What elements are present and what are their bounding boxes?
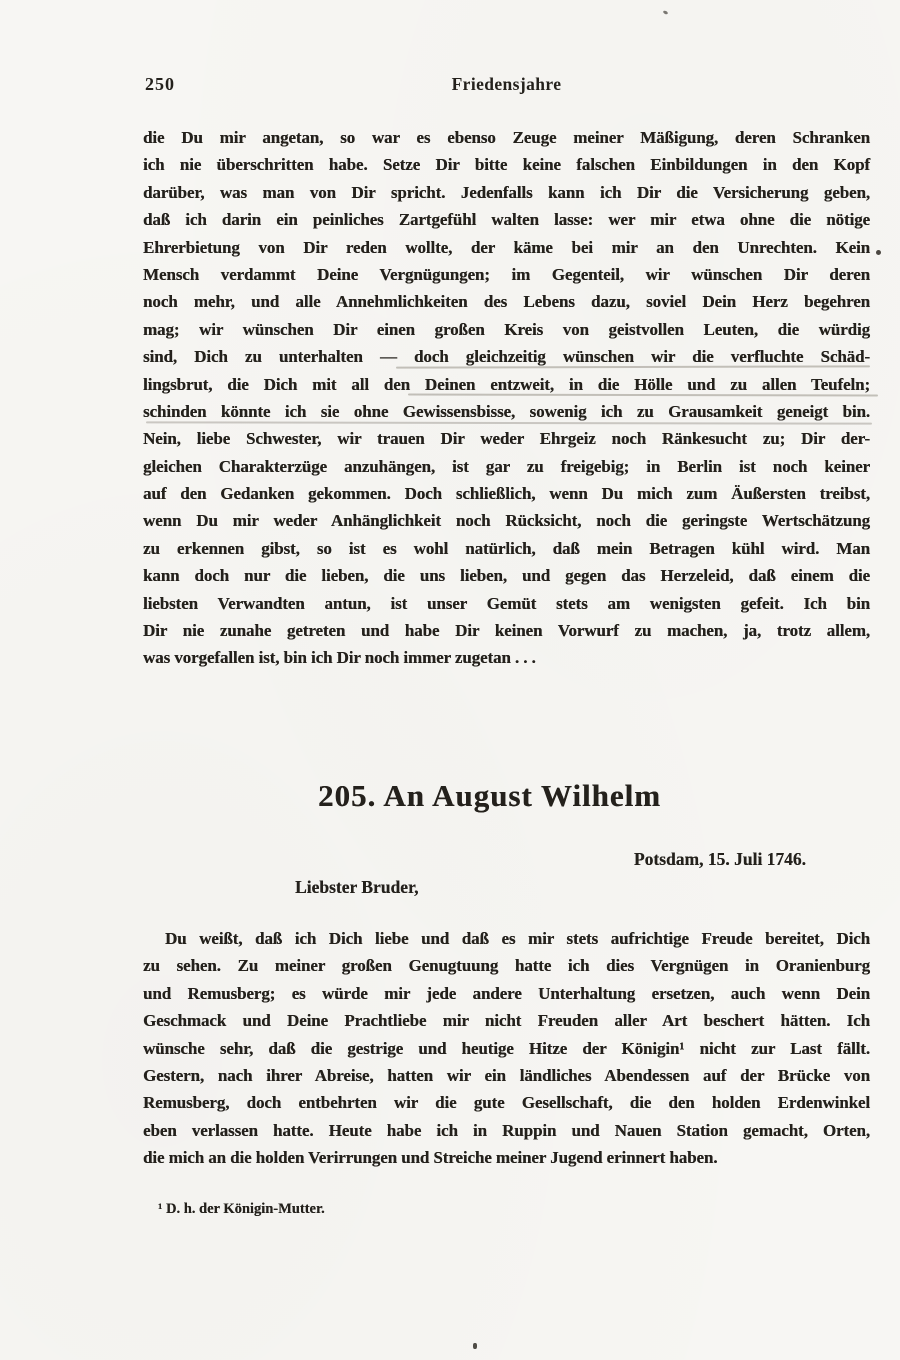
text-line: noch mehr, und alle Annehmlichkeiten des Lebens dazu, soviel Dein Herz begehren	[143, 292, 870, 312]
text-line: daß ich darin ein peinliches Zartgefühl walten lasse: wer mir etwa ohne die nötige	[143, 210, 870, 230]
letter-salutation: Liebster Bruder,	[295, 877, 419, 897]
text-line: zu erkennen gibst, so ist es wohl natürlich, daß mein Betragen kühl wird. Man	[143, 538, 870, 558]
text-line: wenn Du mir weder Anhänglichkeit noch Rücksicht, noch die geringste Wertschätzung	[143, 511, 870, 531]
letter-heading: 205. An August Wilhelm	[317, 778, 661, 813]
text-line: ich nie überschritten habe. Setze Dir bitte keine falschen Einbildungen in den Kopf	[143, 155, 870, 175]
text-line: was vorgefallen ist, bin ich Dir noch immer zugetan . . .	[143, 648, 536, 668]
text-line: Gestern, nach ihrer Abreise, hatten wir ein ländliches Abendessen auf der Brücke von	[143, 1065, 870, 1085]
text-line: lingsbrut, die Dich mit all den Deinen entzweit, in die Hölle und zu allen Teufeln;	[143, 374, 870, 394]
text-line: eben verlassen hatte. Heute habe ich in Ruppin und Nauen Station gemacht, Orten,	[143, 1120, 870, 1140]
running-header-title: Friedensjahre	[451, 74, 562, 94]
text-line: darüber, was man von Dir spricht. Jedenfalls kann ich Dir die Versicherung geben,	[143, 182, 870, 202]
text-line: zu sehen. Zu meiner großen Genugtuung hatte ich dies Vergnügen in Oranienburg	[143, 956, 870, 976]
running-header	[143, 74, 870, 98]
text-line: Du weißt, daß ich Dich liebe und daß es mir stets aufrichtige Freude bereitet, Dich	[165, 929, 870, 948]
text-line: Ehrerbietung von Dir reden wollte, der käme bei mir an den Unrechten. Kein	[143, 237, 870, 257]
text-line: Mensch verdammt Deine Vergnügungen; im Gegenteil, wir wünschen Dir deren	[143, 264, 870, 284]
page-number: 250	[145, 74, 175, 94]
letter-body	[143, 925, 870, 1172]
text-line: gleichen Charakterzüge anzuhängen, ist gar zu freigebig; in Berlin ist noch keiner	[143, 456, 870, 476]
text-line: Dir nie zunahe getreten und habe Dir keinen Vorwurf zu machen, ja, trotz allem,	[143, 621, 870, 641]
ink-speck	[663, 10, 669, 15]
text-line: mag; wir wünschen Dir einen großen Kreis von geistvollen Leuten, die würdig	[143, 319, 870, 339]
text-line: kann doch nur die lieben, die uns lieben, und gegen das Herzeleid, daß einem die	[143, 566, 870, 586]
text-line: auf den Gedanken gekommen. Doch schließlich, wenn Du mich zum Äußersten treibst,	[143, 484, 870, 504]
footnote: ¹ D. h. der Königin-Mutter.	[158, 1201, 325, 1217]
text-line: die Du mir angetan, so war es ebenso Zeuge meiner Mäßigung, deren Schranken	[143, 128, 870, 147]
text-line: liebsten Verwandten antun, ist unser Gemüt stets am wenigsten gefeit. Ich bin	[143, 593, 870, 613]
text-line: und Remusberg; es würde mir jede andere Unterhaltung ersetzen, auch wenn Dein	[143, 983, 870, 1003]
text-line: Nein, liebe Schwester, wir trauen Dir weder Ehrgeiz noch Ränkesucht zu; Dir der-	[143, 429, 870, 449]
ink-speck	[473, 1343, 477, 1349]
text-line: Remusberg, doch entbehrten wir die gute Gesellschaft, die den holden Erdenwinkel	[143, 1093, 870, 1113]
ink-speck	[876, 250, 881, 255]
text-line: schinden könnte ich sie ohne Gewissensbisse, sowenig ich zu Grausamkeit geneigt bin.	[143, 401, 870, 421]
letter-dateline: Potsdam, 15. Juli 1746.	[633, 849, 806, 869]
previous-letter-body	[143, 124, 870, 672]
text-line: sind, Dich zu unterhalten — doch gleichzeitig wünschen wir die verfluchte Schäd-	[143, 347, 870, 367]
text-line: Geschmack und Deine Prachtliebe mir nicht Freuden aller Art beschert hätten. Ich	[143, 1011, 870, 1031]
text-line: wünsche sehr, daß die gestrige und heutige Hitze der Königin¹ nicht zur Last fällt.	[143, 1038, 870, 1058]
text-line: die mich an die holden Verirrungen und Streiche meiner Jugend erinnert haben.	[143, 1148, 718, 1168]
